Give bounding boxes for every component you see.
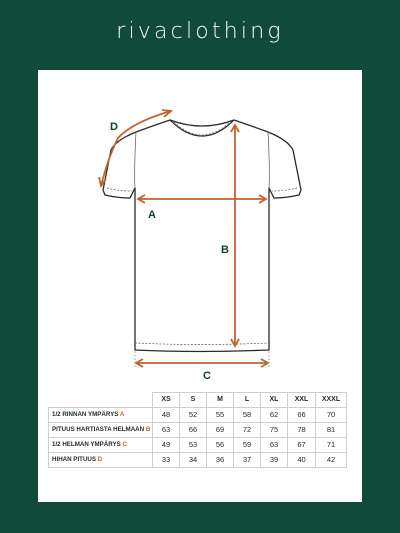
table-cell: 55: [207, 408, 234, 423]
label-c: C: [203, 370, 211, 382]
table-cell: 39: [261, 453, 288, 468]
table-cell: 52: [180, 408, 207, 423]
table-cell: 49: [153, 438, 180, 453]
table-cell: 81: [316, 423, 347, 438]
row-label: PITUUS HARTIASTA HELMAAN B: [49, 423, 153, 438]
row-label: HIHAN PITUUS D: [49, 453, 153, 468]
table-cell: 66: [180, 423, 207, 438]
table-cell: 67: [288, 438, 316, 453]
row-label: 1/2 RINNAN YMPÄRYS A: [49, 408, 153, 423]
size-guide-card: [38, 70, 362, 502]
row-label: 1/2 HELMAN YMPÄRYS C: [49, 438, 153, 453]
size-header-xxl: XXL: [288, 393, 316, 408]
measure-c-arrow: [136, 359, 268, 367]
table-cell: 62: [261, 408, 288, 423]
table-cell: 71: [316, 438, 347, 453]
table-cell: 36: [207, 453, 234, 468]
size-header-xs: XS: [153, 393, 180, 408]
table-cell: 48: [153, 408, 180, 423]
table-cell: 70: [316, 408, 347, 423]
table-cell: 53: [180, 438, 207, 453]
label-a: A: [148, 209, 156, 221]
table-cell: 40: [288, 453, 316, 468]
table-cell: 66: [288, 408, 316, 423]
table-cell: 72: [234, 423, 261, 438]
table-cell: 58: [234, 408, 261, 423]
table-row: [49, 423, 347, 438]
table-row: [49, 453, 347, 468]
table-cell: 63: [153, 423, 180, 438]
brand-logo: rivaclothing: [116, 19, 284, 44]
table-cell: 59: [234, 438, 261, 453]
table-cell: 63: [261, 438, 288, 453]
table-cell: 78: [288, 423, 316, 438]
table-cell: 56: [207, 438, 234, 453]
tshirt-diagram: [38, 70, 362, 380]
size-header-xxxl: XXXL: [316, 393, 347, 408]
table-cell: 34: [180, 453, 207, 468]
tshirt-outline: [103, 120, 301, 352]
table-cell: 75: [261, 423, 288, 438]
size-header-m: M: [207, 393, 234, 408]
size-header-s: S: [180, 393, 207, 408]
size-header-l: L: [234, 393, 261, 408]
table-cell: 69: [207, 423, 234, 438]
table-row: [49, 438, 347, 453]
size-header-xl: XL: [261, 393, 288, 408]
table-cell: 37: [234, 453, 261, 468]
label-d: D: [110, 121, 118, 133]
table-cell: 33: [153, 453, 180, 468]
size-table: [48, 392, 347, 468]
label-b: B: [221, 244, 229, 256]
table-row: [49, 408, 347, 423]
table-cell: 42: [316, 453, 347, 468]
size-header-row: [49, 393, 347, 408]
